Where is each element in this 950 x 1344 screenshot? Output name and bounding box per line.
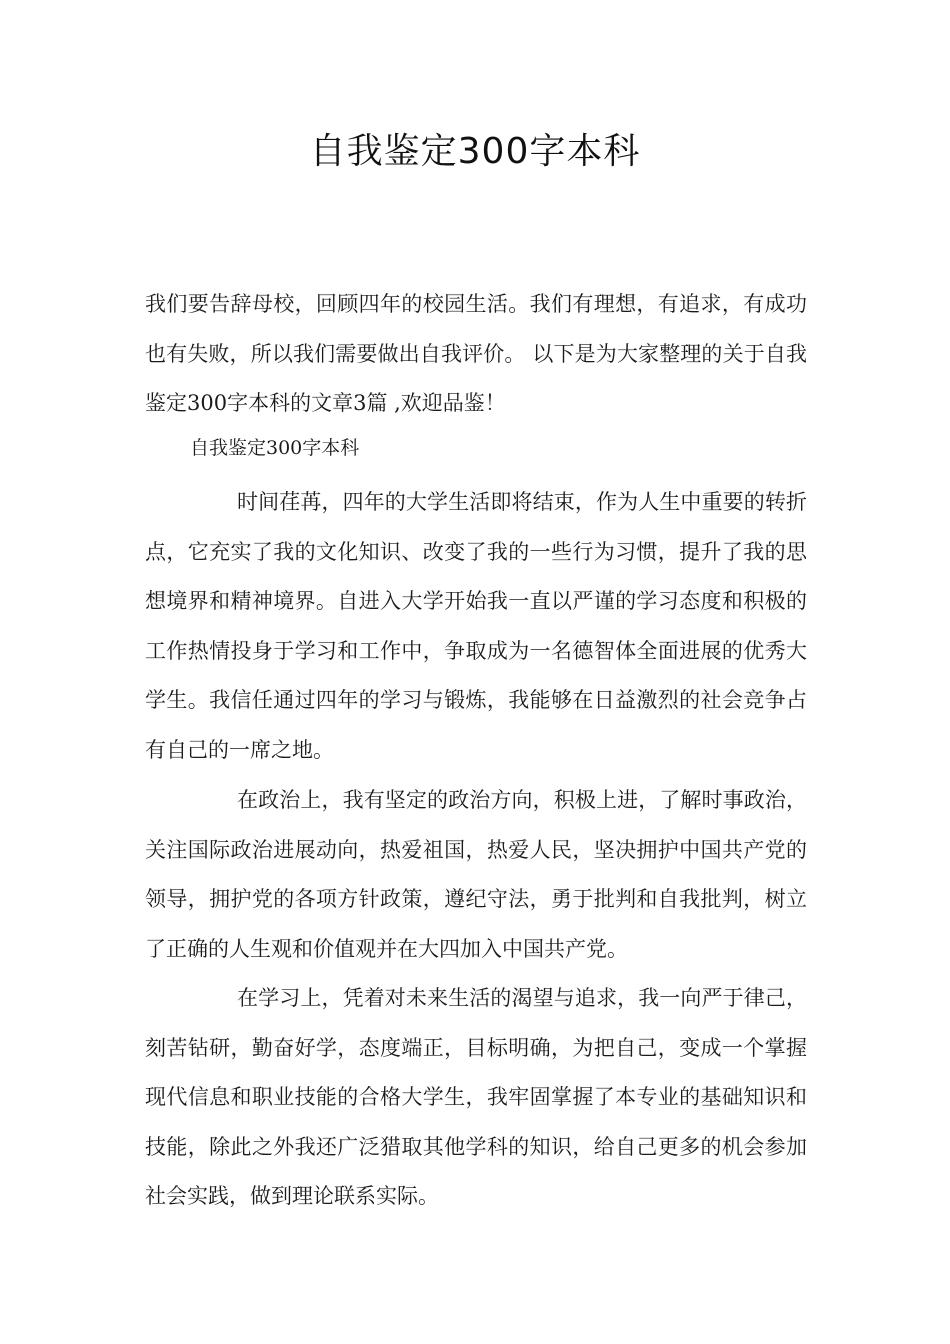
body-paragraph-3: 在学习上，凭着对未来生活的渴望与追求，我一向严于律己，刻苦钻研，勤奋好学，态度端正，目标明确，为把自己，变成一个掌握现代信息和职业技能的合格大学生，我牢固掌握了本专业的基础知识和技能，除此之外我还广泛猎取其他学科的知识，给自己更多的机会参加社会实践，做到理论联系实际。: [145, 986, 807, 1208]
section-subheading: 自我鉴定300字本科: [190, 437, 360, 459]
body-paragraph-2: 在政治上，我有坚定的政治方向，积极上进，了解时事政治，关注国际政治进展动向，热爱祖国，热爱人民，坚决拥护中国共产党的领导，拥护党的各项方针政策，遵纪守法，勇于批判和自我批判，树立了正确的人生观和价值观并在大四加入中国共产党。: [145, 788, 807, 961]
document-title: 自我鉴定300字本科: [309, 131, 641, 172]
body-paragraph-1: 时间荏苒，四年的大学生活即将结束，作为人生中重要的转折点，它充实了我的文化知识、改变了我的一些行为习惯，提升了我的思想境界和精神境界。自进入大学开始我一直以严谨的学习态度和积极的工作热情投身于学习和工作中，争取成为一名德智体全面进展的优秀大学生。我信任通过四年的学习与锻炼，我能够在日益激烈的社会竞争占有自己的一席之地。: [145, 490, 807, 762]
intro-paragraph: 我们要告辞母校，回顾四年的校园生活。我们有理想，有追求，有成功也有失败，所以我们需要做出自我评价。 以下是为大家整理的关于自我鉴定300字本科的文章3篇 ,欢迎品鉴！: [145, 292, 807, 415]
